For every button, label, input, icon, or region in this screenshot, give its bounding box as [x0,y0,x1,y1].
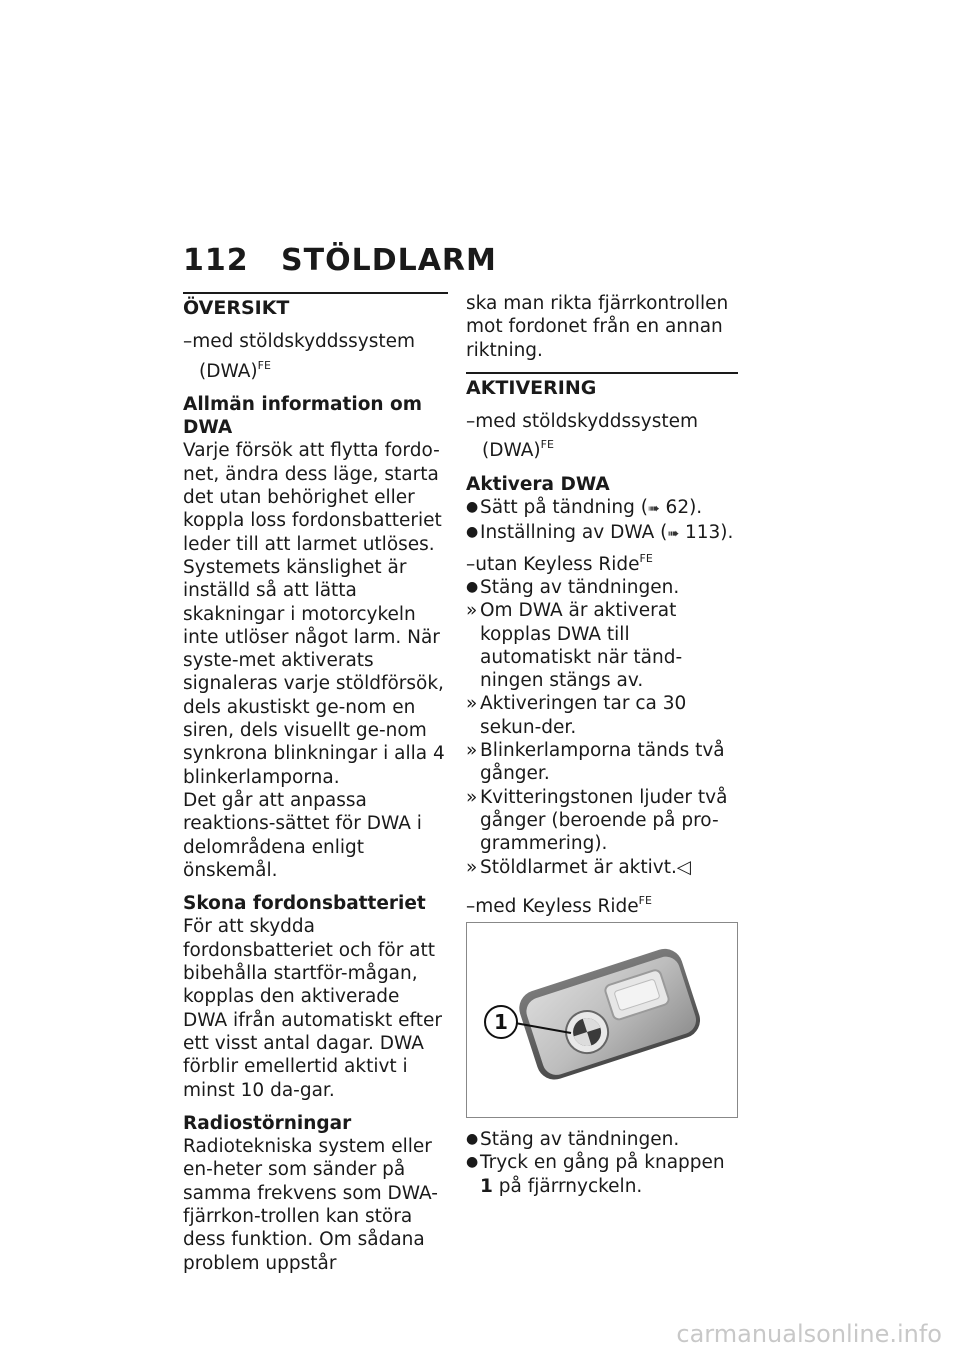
continued-text: ska man rikta fjärrkontrollen mot fordonet från en annan riktning. [466,293,729,361]
step-text: Sätt på tändning ( [480,497,648,519]
result-marker: » [466,856,478,878]
chapter-title: STÖLDLARM [281,243,497,278]
page-header [183,243,497,278]
activate-heading: Aktivera DWA [466,473,610,495]
battery-heading: Skona fordonsbatteriet [183,893,426,915]
step-text: Inställning av DWA ( [480,522,668,544]
result-text: Aktiveringen tar ca 30 sekun-der. [480,693,687,738]
watermark: carmanualsonline.info [676,1320,942,1348]
step-ignition-off-2 [466,1128,738,1151]
dash-marker: – [183,331,193,353]
step-ignition-off [466,576,738,599]
no-keyless-note [466,547,738,576]
step-text: Stäng av tändningen. [480,576,680,598]
page-ref-arrow-icon: ➠ [667,526,680,543]
result-text: Kvitteringstonen ljuder två gånger (beroende på pro-grammering). [480,786,728,855]
right-column [466,292,738,1198]
battery-body: För att skydda fordonsbatteriet och för att bibehålla startför-mågan, kopplas den aktiverade DWA ifrån automatiskt efter ett visst antal dagar. DWA förblir emellertid aktivt i minst 10 da-gar. [183,916,442,1101]
with-keyless-sup: FE [638,893,652,907]
scope-sup: FE [257,358,271,372]
key-fob-body [515,944,705,1084]
callout-number: 1 [494,1010,508,1035]
no-keyless-text: utan Keyless Ride [475,553,640,575]
scope-note-right [466,410,738,463]
with-keyless-text: med Keyless Ride [475,895,639,917]
result-marker: » [466,786,478,808]
page-ref-arrow-icon: ➠ [647,501,660,518]
radio-body: Radiotekniska system eller en-heter som sänder på samma frekvens som DWA-fjärrkon-trollen kan störa dess funktion. Om sådana problem uppstår [183,1136,438,1274]
bullet-marker: ● [466,499,479,516]
page-ref: 113). [684,522,734,544]
button-reference: 1 [480,1175,493,1197]
end-marker-icon: ◁ [676,856,692,878]
general-body-1: Varje försök att flytta fordo-net, ändra dess läge, starta det utan behörighet eller koppla loss fordonsbatteriet leder till att larmet utlöses. Systemets känslighet är inställd så att lätta skakningar i motorcykeln inte utlöser något larm. När syste-met aktiverats signaleras varje stöldförsök, dels akustiskt ge-nom en siren, dels visuellt ge-nom synkrona blinkningar i alla 4 blinkerlamporna. [183,440,445,788]
no-keyless-sup: FE [639,551,653,565]
dash-marker: – [466,553,476,575]
scope-note [183,330,448,383]
step-text: Tryck en gång på knappen [480,1152,725,1174]
section-title-aktivering: AKTIVERING [466,372,738,400]
result-text: Om DWA är aktiverat kopplas DWA till automatiskt när tänd-ningen stängs av. [480,600,683,692]
scope-sup: FE [540,438,554,452]
bullet-marker: ● [466,1131,479,1148]
dash-marker: – [466,895,476,917]
with-keyless-note [466,889,738,918]
section-title-oversikt: ÖVERSIKT [183,292,448,320]
bullet-marker: ● [466,1154,479,1171]
key-fob-illustration [467,923,737,1117]
result-marker: » [466,693,478,715]
result-text: Stöldlarmet är aktivt. [480,856,677,878]
key-fob-figure [466,922,738,1118]
result-5 [466,856,738,879]
result-marker: » [466,740,478,762]
general-body-2: Det går att anpassa reaktions-sättet för DWA i delområdena enligt önskemål. [183,789,422,881]
left-column [183,292,448,1275]
result-2 [466,692,738,739]
result-4 [466,786,738,856]
result-marker: » [466,600,478,622]
page-ref: 62). [665,497,703,519]
radio-heading: Radiostörningar [183,1112,352,1134]
dash-marker: – [466,411,476,433]
result-1 [466,599,738,692]
general-heading: Allmän information om DWA [183,393,423,439]
step-ignition-on [466,496,738,521]
step-text-tail: på fjärrnyckeln. [498,1175,643,1197]
step-text: Stäng av tändningen. [480,1129,680,1151]
bullet-marker: ● [466,578,479,595]
bullet-marker: ● [466,524,479,541]
result-text: Blinkerlamporna tänds två gånger. [480,740,725,785]
step-dwa-settings [466,521,738,546]
step-press-button [466,1151,738,1198]
result-3 [466,739,738,786]
page-number: 112 [183,243,249,278]
scope-text: med stöldskyddssystem (DWA) [475,411,699,462]
scope-text: med stöldskyddssystem (DWA) [192,331,416,382]
